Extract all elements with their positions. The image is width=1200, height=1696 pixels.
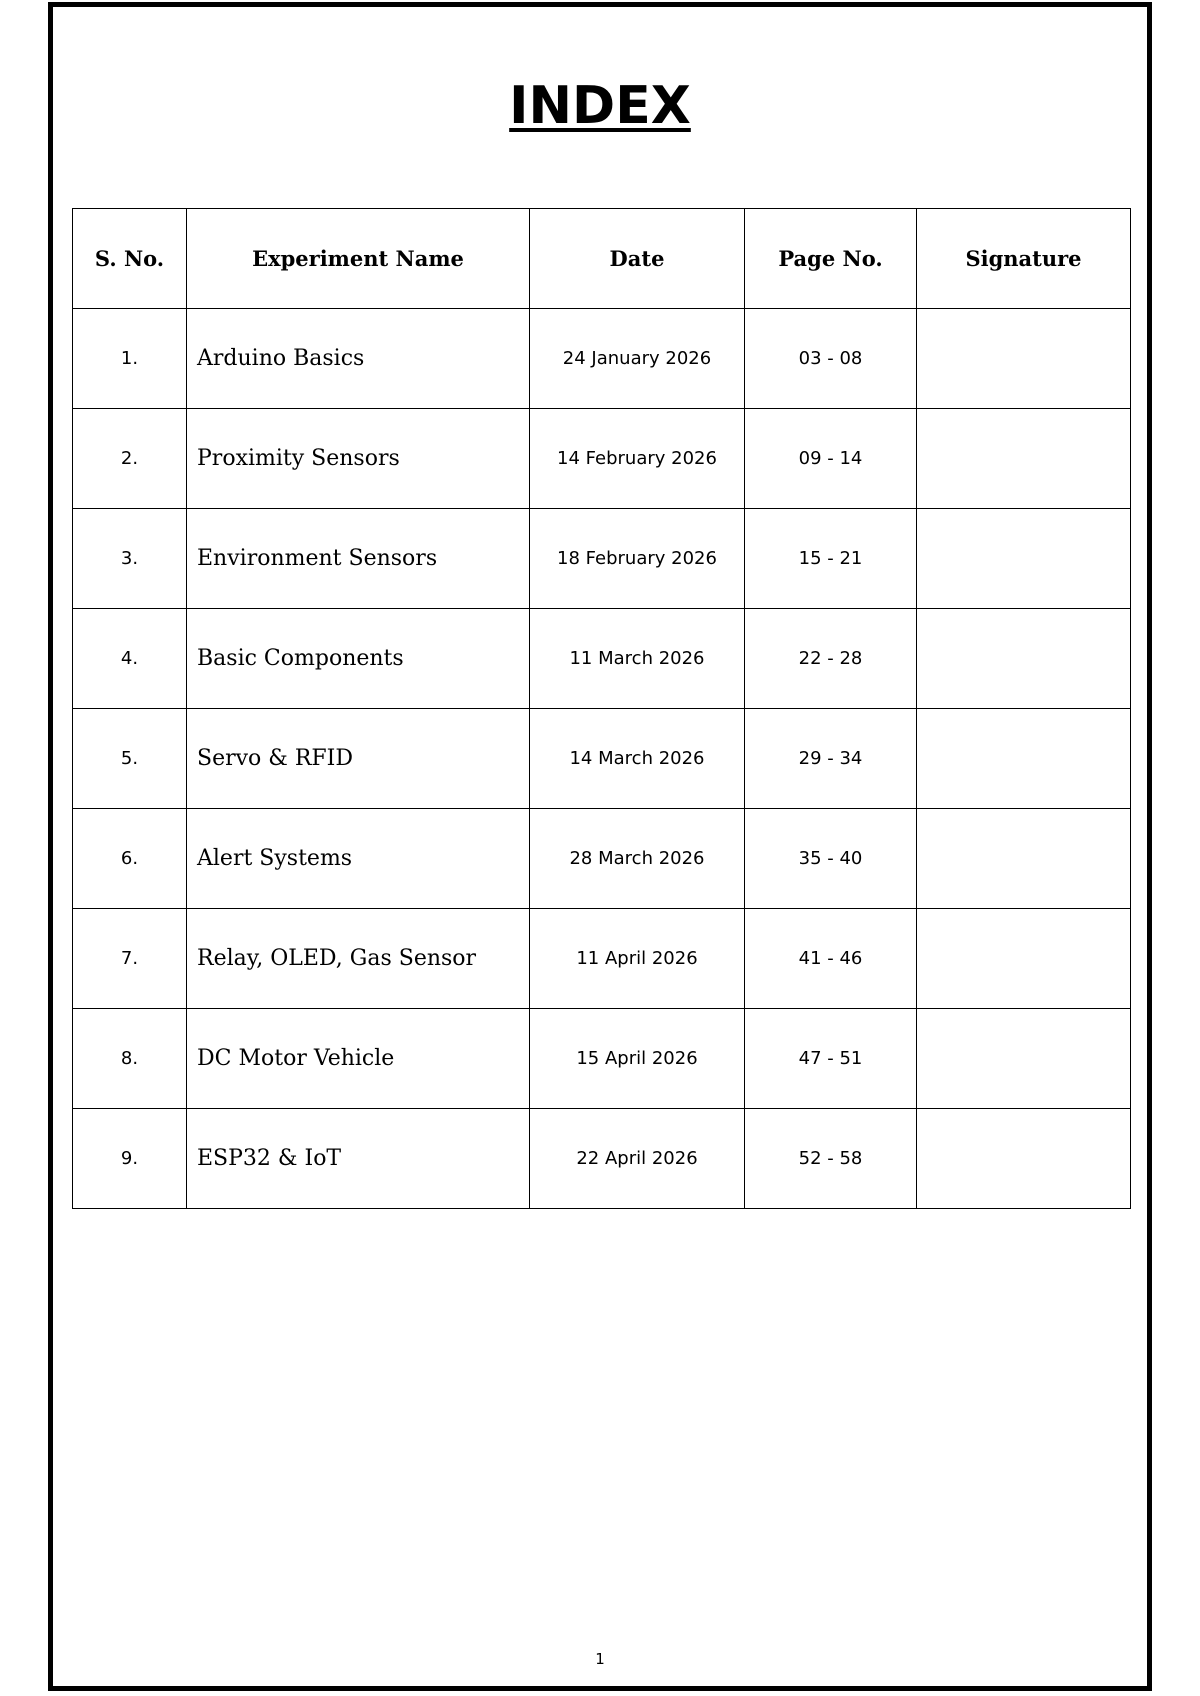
table-row [73,809,1131,909]
cell-page-no: 15 - 21 [745,509,917,609]
cell-experiment-name: Environment Sensors [187,509,530,609]
cell-page-no: 22 - 28 [745,609,917,709]
table-row [73,709,1131,809]
cell-sno: 9. [73,1109,187,1209]
table-header-row [73,209,1131,309]
table-row [73,309,1131,409]
table-row [73,409,1131,509]
table-row [73,609,1131,709]
cell-sno: 7. [73,909,187,1009]
cell-date: 14 March 2026 [530,709,745,809]
cell-signature [917,509,1131,609]
cell-sno: 3. [73,509,187,609]
cell-page-no: 09 - 14 [745,409,917,509]
header-signature: Signature [917,209,1131,309]
cell-page-no: 29 - 34 [745,709,917,809]
cell-sno: 4. [73,609,187,709]
page-title [0,76,1200,136]
cell-date: 22 April 2026 [530,1109,745,1209]
page-number: 1 [595,1650,605,1668]
cell-date: 24 January 2026 [530,309,745,409]
table-row [73,1109,1131,1209]
cell-signature [917,609,1131,709]
cell-page-no: 41 - 46 [745,909,917,1009]
cell-experiment-name: Alert Systems [187,809,530,909]
cell-signature [917,309,1131,409]
header-sno: S. No. [73,209,187,309]
header-page-no: Page No. [745,209,917,309]
cell-experiment-name: Arduino Basics [187,309,530,409]
table-row [73,909,1131,1009]
cell-signature [917,709,1131,809]
cell-date: 15 April 2026 [530,1009,745,1109]
cell-page-no: 52 - 58 [745,1109,917,1209]
cell-experiment-name: Relay, OLED, Gas Sensor [187,909,530,1009]
cell-date: 14 February 2026 [530,409,745,509]
cell-signature [917,909,1131,1009]
cell-signature [917,409,1131,509]
cell-date: 11 April 2026 [530,909,745,1009]
cell-date: 28 March 2026 [530,809,745,909]
cell-page-no: 47 - 51 [745,1009,917,1109]
cell-signature [917,1109,1131,1209]
header-experiment-name: Experiment Name [187,209,530,309]
cell-date: 18 February 2026 [530,509,745,609]
cell-experiment-name: Servo & RFID [187,709,530,809]
cell-experiment-name: ESP32 & IoT [187,1109,530,1209]
table-row [73,1009,1131,1109]
cell-page-no: 03 - 08 [745,309,917,409]
cell-experiment-name: Basic Components [187,609,530,709]
cell-page-no: 35 - 40 [745,809,917,909]
page-title-text: INDEX [509,76,691,136]
cell-sno: 6. [73,809,187,909]
header-date: Date [530,209,745,309]
index-table [72,208,1131,1209]
cell-experiment-name: DC Motor Vehicle [187,1009,530,1109]
cell-sno: 8. [73,1009,187,1109]
table-row [73,509,1131,609]
cell-signature [917,1009,1131,1109]
cell-signature [917,809,1131,909]
table-body [73,309,1131,1209]
cell-sno: 1. [73,309,187,409]
cell-experiment-name: Proximity Sensors [187,409,530,509]
cell-date: 11 March 2026 [530,609,745,709]
cell-sno: 2. [73,409,187,509]
cell-sno: 5. [73,709,187,809]
